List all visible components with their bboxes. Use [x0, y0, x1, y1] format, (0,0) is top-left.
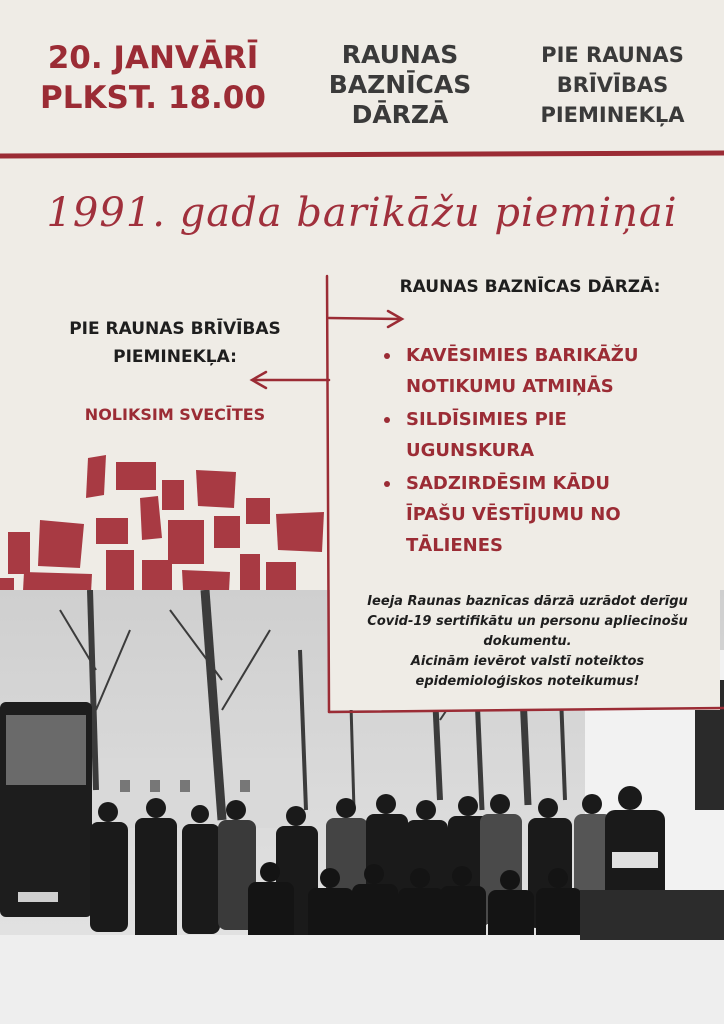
- item-line: ĪPAŠU VĒSTĪJUMU NO: [406, 504, 621, 525]
- notice-line: Aicinām ievērot valstī noteiktos: [410, 654, 645, 669]
- notice-line: Ieeja Raunas baznīcas dārzā uzrādot derīgu: [367, 594, 688, 609]
- location-church-garden: [305, 40, 495, 130]
- monument-heading: [35, 315, 315, 371]
- bullet-icon: [384, 353, 390, 359]
- bullet-icon: [384, 481, 390, 487]
- date-line: 20. JANVĀRĪ: [47, 40, 259, 76]
- item-line: NOTIKUMU ATMIŅĀS: [406, 376, 614, 397]
- notice-line: epidemioloģiskos noteikumus!: [415, 674, 640, 689]
- list-item: [370, 468, 715, 561]
- divider-line: [0, 150, 724, 160]
- list-item: [370, 340, 715, 402]
- item-line: SILDĪSIMIES PIE: [406, 409, 567, 430]
- location-line: BAZNĪCAS: [328, 70, 472, 99]
- location-monument: [505, 40, 720, 130]
- time-line: PLKST. 18.00: [40, 80, 266, 116]
- location-line: RAUNAS: [341, 40, 459, 69]
- notice-line: Covid-19 sertifikātu un personu apliecinošu: [367, 614, 688, 629]
- location-line: PIE RAUNAS: [541, 43, 684, 67]
- location-line: DĀRZĀ: [351, 100, 449, 129]
- event-date: [18, 38, 288, 118]
- location-line: BRĪVĪBAS: [556, 73, 669, 97]
- right-arrow-head-icon: [388, 311, 402, 327]
- notice-line: dokumentu.: [483, 634, 572, 649]
- right-arrow-line: [329, 318, 400, 319]
- item-line: UGUNSKURA: [406, 440, 535, 461]
- item-line: KAVĒSIMIES BARIKĀŽU: [406, 345, 639, 366]
- item-line: SADZIRDĒSIM KĀDU: [406, 473, 610, 494]
- heading-line: PIE RAUNAS BRĪVĪBAS: [69, 319, 281, 339]
- covid-notice: [340, 592, 715, 692]
- left-arrow-head-icon: [252, 372, 266, 388]
- location-line: PIEMINEKĻA: [540, 103, 685, 127]
- monument-activity: NOLIKSIM SVECĪTES: [84, 405, 266, 424]
- list-item: [370, 404, 715, 466]
- activity-list: [370, 340, 715, 563]
- poster-title: 1991. gada barikāžu piemiņai: [46, 190, 678, 236]
- church-garden-heading: RAUNAS BAZNĪCAS DĀRZĀ:: [399, 277, 661, 297]
- heading-line: PIEMINEKĻA:: [113, 347, 237, 367]
- item-line: TĀLIENES: [406, 535, 503, 556]
- bullet-icon: [384, 417, 390, 423]
